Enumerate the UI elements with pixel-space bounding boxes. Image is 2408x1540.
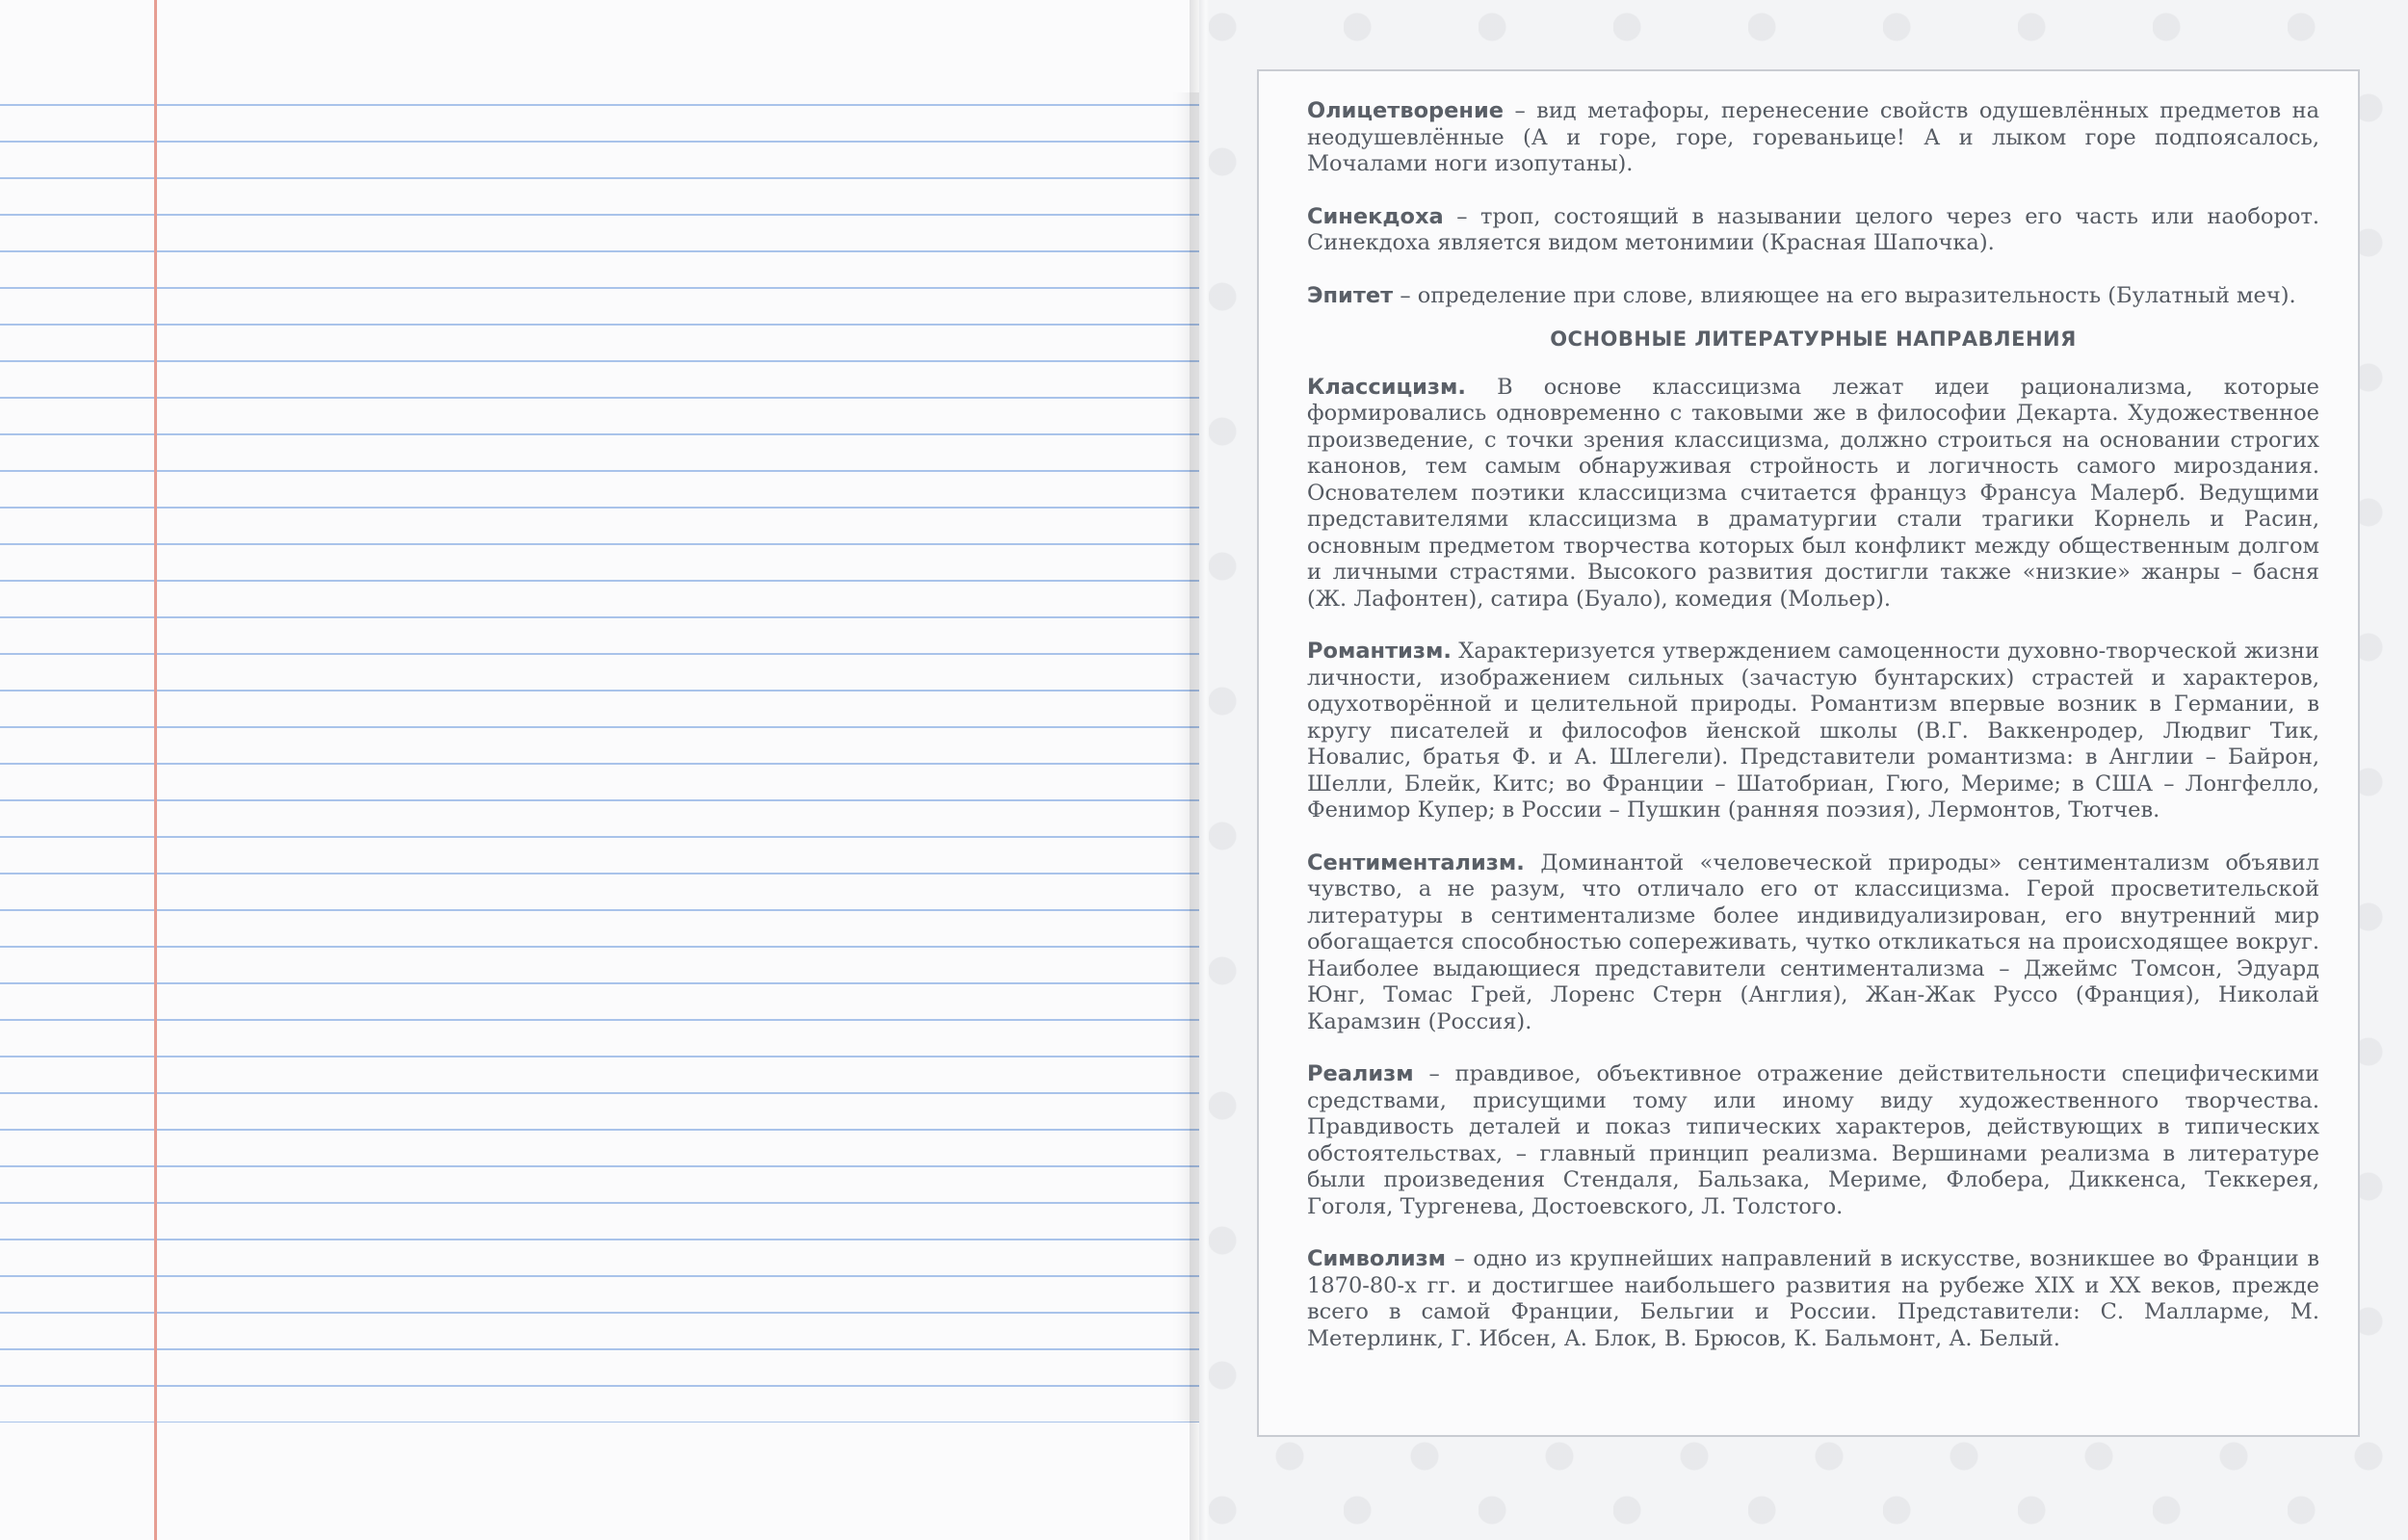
entry-sentimentalism [1307, 850, 2319, 1036]
lined-page [0, 0, 1199, 1540]
entry-term: Реализм [1307, 1061, 1414, 1086]
entry-term: Романтизм. [1307, 639, 1452, 664]
entry-romanticism [1307, 639, 2319, 824]
entry-text: – одно из крупнейших направлений в искусстве, возникшее во Франции в 1870-80-х гг. и достигшее наибольшего развития на рубеже XIX и XX веков, прежде всего в самой Франции, Бельгии и России. Представители: С. Малларме, М. Метерлинк, Г. Ибсен, А. Блок, В. Брюсов, К. Бальмонт, А. Белый. [1307, 1246, 2319, 1351]
entry-text: – правдивое, объективное отражение действительности специфическими средствами, присущими тому или иному виду художественного творчества. Правдивость деталей и показ типических характеров, действующих в типических обстоятельствах, – главный принцип реализма. Вершинами реализма в литературе были произведения Стендаля, Бальзака, Мериме, Флобера, Диккенса, Теккерея, Гоголя, Тургенева, Достоевского, Л. Толстого. [1307, 1061, 2319, 1219]
entry-text: – определение при слове, влияющее на его выразительность (Булатный меч). [1393, 282, 2296, 308]
entry-text: – троп, состоящий в назывании целого через его часть или наоборот. Синекдоха является видом метонимии (Красная Шапочка). [1307, 203, 2319, 255]
info-box [1257, 69, 2360, 1437]
entry-term: Символизм [1307, 1246, 1447, 1271]
entry-text: В основе классицизма лежат идеи рационализма, которые формировались одновременно с таковыми же в философии Декарта. Художественное произведение, с точки зрения классицизма, должно строиться на основании строгих канонов, тем самым обнаруживая стройность и логичность самого мироздания. Основателем поэтики классицизма считается француз Франсуа Малерб. Ведущими представителями классицизма в драматургии стали трагики Корнель и Расин, основным предметом творчества которых был конфликт между общественным долгом и личными страстями. Высокого развития достигли также «низкие» жанры – басня (Ж. Лафонтен), сатира (Буало), комедия (Мольер). [1307, 374, 2319, 612]
entry-symbolism [1307, 1246, 2319, 1352]
entry-term: Сентиментализм. [1307, 849, 1525, 875]
entry-synecdoche [1307, 204, 2319, 257]
entry-classicism [1307, 375, 2319, 613]
entry-text: – вид метафоры, перенесение свойств одушевлённых предметов на неодушевлённые (А и горе, горе, гореваньице! А и лыком горе подпоясалось, Мочалами ноги изопутаны). [1307, 98, 2319, 176]
entry-realism [1307, 1061, 2319, 1220]
section-title: ОСНОВНЫЕ ЛИТЕРАТУРНЫЕ НАПРАВЛЕНИЯ [1550, 327, 2077, 351]
entry-personification [1307, 98, 2319, 178]
entry-epithet [1307, 283, 2319, 310]
entry-term: Эпитет [1307, 282, 1394, 308]
entry-text: Доминантой «человеческой природы» сентиментализм объявил чувство, а не разум, что отличало его от классицизма. Герой просветительской литературы в сентиментализме более индивидуализирован, его внутренний мир обогащается способностью сопереживать, чутко откликаться на происходящее вокруг. Наиболее выдающиеся представители сентиментализма – Джеймс Томсон, Эдуард Юнг, Томас Грей, Лоренс Стерн (Англия), Жан-Жак Руссо (Франция), Николай Карамзин (Россия). [1307, 849, 2319, 1034]
entry-text: Характеризуется утверждением самоценности духовно-творческой жизни личности, изображением сильных (зачастую бунтарских) страстей и характеров, одухотворённой и целительной природы. Романтизм впервые возник в Германии, в кругу писателей и философов йенской школы (В.Г. Ваккенродер, Людвиг Тик, Новалис, братья Ф. и А. Шлегели). Представители романтизма: в Англии – Байрон, Шелли, Блейк, Китс; во Франции – Шатобриан, Гюго, Мериме; в США – Лонгфелло, Фенимор Купер; в России – Пушкин (ранняя поэзия), Лермонтов, Тютчев. [1307, 639, 2319, 822]
entry-term: Синекдоха [1307, 203, 1444, 229]
margin-line [154, 0, 157, 1540]
reference-page [1209, 0, 2408, 1540]
entry-term: Олицетворение [1307, 98, 1504, 123]
entry-term: Классицизм. [1307, 374, 1466, 400]
